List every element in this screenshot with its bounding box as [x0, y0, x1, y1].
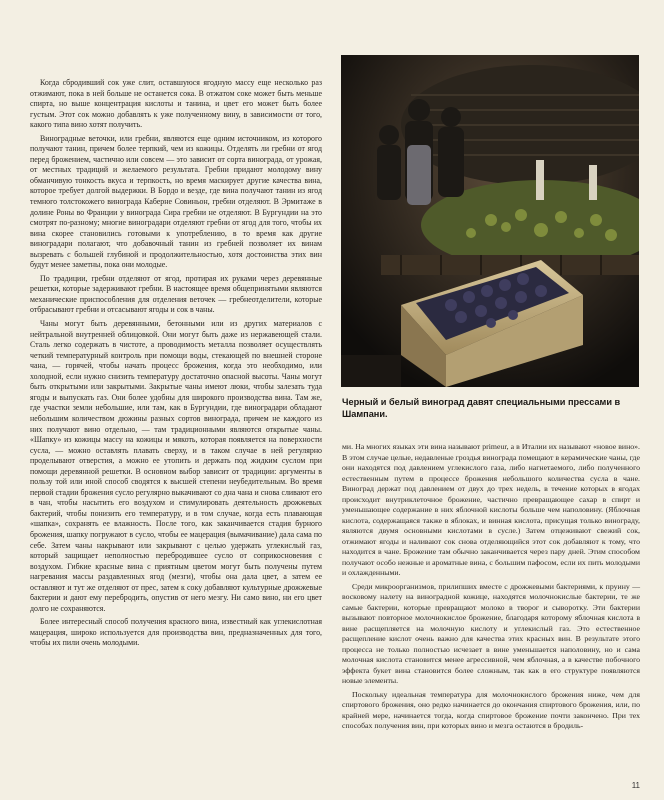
left-paragraph-1: Когда сбродивший сок уже слит, оставшуюся ягодную массу еще несколько раз отжимают, пока в ней больше не останется сока. В отжатом соке может быть меньше спирта, но выше концентрация кислоты и танина, и цвет его может быть более густым. Этот сок можно добавлять к уже полученному вину, в зависимости от того, какого типа вино хотят получить. — [30, 78, 322, 130]
left-paragraph-2: Виноградные веточки, или гребни, являются еще одним источником, из которого получают танин, причем более терпкий, чем из кожицы. Отделять ли гребни от ягод перед брожением, частично или совсем — это зависит от сорта винограда, от урожая, от местных традиций и желаемого результата. Гребни придают молодому вину обманчивую тонкость вкуса и терпкость, но время маскирует другие качества вина, которое требует долгой выдержки. В Бордо и везде, где вина получают танин из ягод темного толстокожего винограда Каберне Совиньон, гребни отделяют. В Эрмитаже в долине Роны во Франции у винограда Сира гребни не отделяют. В Бургундии на это смотрят по-разному; многие виноградари отделяют гребни от ягод для того, чтобы их вина скорее становились готовыми к употреблению, в то время как другие виноградари полагают, что добавочный танин из гребней позволяет их винам вызревать с большей глубиной и продолжительностью, хотя достоинства этих вин будут менее заметны, пока они молодые. — [30, 133, 322, 270]
left-paragraph-5: Более интересный способ получения красного вина, известный как углекислотная мацерация, широко используется для производства вин, предназначенных для того, чтобы их пили очень молодыми. — [30, 617, 322, 648]
right-paragraph-1: ми. На многих языках эти вина называют primeur, а в Италии их называют «новое вино». В этом случае целые, недавленые гроздья винограда помещают в керамические чаны, где они находятся под давлением углекислого газа, либо нагнетаемого, либо полученного естественным путем в процессе брожения небольшого количества сусла в чане. Виноград держат под давлением от двух до трех недель, в течение которых в ягодах происходит внутриклеточное брожение, частично превращающее сахар в спирт и уменьшающее содержание в них яблочной кислоты больше чем наполовину. (Яблочная кислота, содержащаяся также в яблоках, и винная кислота, присущая только винограду, являются двумя основными кислотами в сусле.) Затем отцеживают свежий сок, отжимают ягоды и наливают сок снова отделяющийся этот сок добавляют к тому, что находится в чане. Брожение там обычно заканчивается через пару дней. Этим способом получают особо нежные и ароматные вина, с большим пафосом, если их пить молодыми и охлажденными. — [342, 442, 640, 577]
photo-caption: Черный и белый виноград давят специальными прессами в Шампани. — [342, 397, 621, 419]
press-illustration — [341, 55, 639, 387]
right-paragraph-3: Поскольку идеальная температура для молочнокислого брожения ниже, чем для спиртового брожения, оно редко начинается до окончания спиртового брожения, или, по крайней мере, начинается тогда, когда спиртовое брожение почти закончено. При тех способах получения вин, при которых вино и мезга остаются в бродиль- — [342, 689, 640, 730]
wine-press-photo — [341, 55, 639, 387]
left-paragraph-4: Чаны могут быть деревянными, бетонными или из других материалов с нейтральной внутренней облицовкой. Они могут быть даже из нержавеющей стали. Сталь легко содержать в чистоте, а проводимость металла позволяет осуществлять четкий температурный контроль при помощи воды, стекающей по внешней стороне чана, — горячей, чтобы начать процесс брожения, когда это необходимо, или холодной, если нужно снизить температуру достаточно опасной высоты. Чаны могут быть открытыми или закрытыми. Закрытые чаны имеют люки, чтобы залезать туда ягоды и выпускать газ. Они более удобны для широкого производства вина. Там же, где участки земли небольшие, или там, как в Бургундии, где виноградари обладают небольшим количеством дюжины разных сортов винограда, причем не каждого из них получают вино отдельно, — там традиционными являются открытые чаны. «Шапку» из кожицы массу на кожицы и мякоть, которая появляется на поверхности сусла, — можно оставлять плавать сверху, и в таком случае в ней регулярно проделывают отверстия, а можно ее утопить и держать под жидким суслом при помощи деревянной решетки. В основном выбор зависит от традиции: аргументы в пользу той или иной способ сводятся к высшей степени неубедительным. Во время первой стадии брожения сусло регулярно выкачивают со дна чана и снова сливают его в чан, чтобы насытить его воздухом и стимулировать деятельность дрожжевых бактерий, чтобы понизить его температуру, и в том случае, когда есть плавающая «шапка», сохранять ее влажность. После того, как заканчивается стадия бурного брожения, шапку погружают в сусло, чтобы ее мацерация (вымачивание) дала сама по себе. Затем чаны накрывают или закрывают с целью удержать углекислый газ, который защищает неполностью перебродившее сусло от соприкосновения с воздухом. Гибкие красные вина с приятным цветом могут быть получены путем нагревания массы раздавленных ягод (мезги), чтобы она дала цвет, а затем ее оставляют и тут же отделяют от прес, затем к соку добавляют культурные дрожжевые бактерии и дают ему перебродить, опустив от него мезгу. Ни само вино, ни его цвет долго не сохраняются. — [30, 319, 322, 613]
right-paragraph-2: Среди микроорганизмов, прилипших вместе с дрожжевыми бактериями, к пруину — восковому налету на виноградной кожице, находятся молочнокислые бактерии, те же самые бактерии, которые превращают молоко в творог и сыворотку. Эти бактерии вызывают повторное молочнокислое брожение, благодаря которому яблочная кислота в вине расщепляется на молочную кислоту и углекислый газ. Это естественное расщепление кислот очень важно для качества этих красных вин. В результате этого процесса не только полностью исчезает в вине уменьшается наполовину, но и сама молочная кислота становится менее агрессивной, чем яблочная, а в качестве побочного эффекта букет вина становится более сложным, так как в его структуре появляются новые элементы. — [342, 581, 640, 685]
left-text-column — [30, 78, 322, 652]
page-number: 11 — [631, 781, 640, 790]
right-text-column — [342, 442, 640, 735]
left-paragraph-3: По традиции, гребни отделяют от ягод, протирая их руками через деревянные решетки, которые задерживают гребни. В настоящее время общепринятыми являются механические приспособления для отделения веточек — гребнеотделители, которые отбрасывают гребни и отсасывают ягоды и сок в чаны. — [30, 273, 322, 315]
